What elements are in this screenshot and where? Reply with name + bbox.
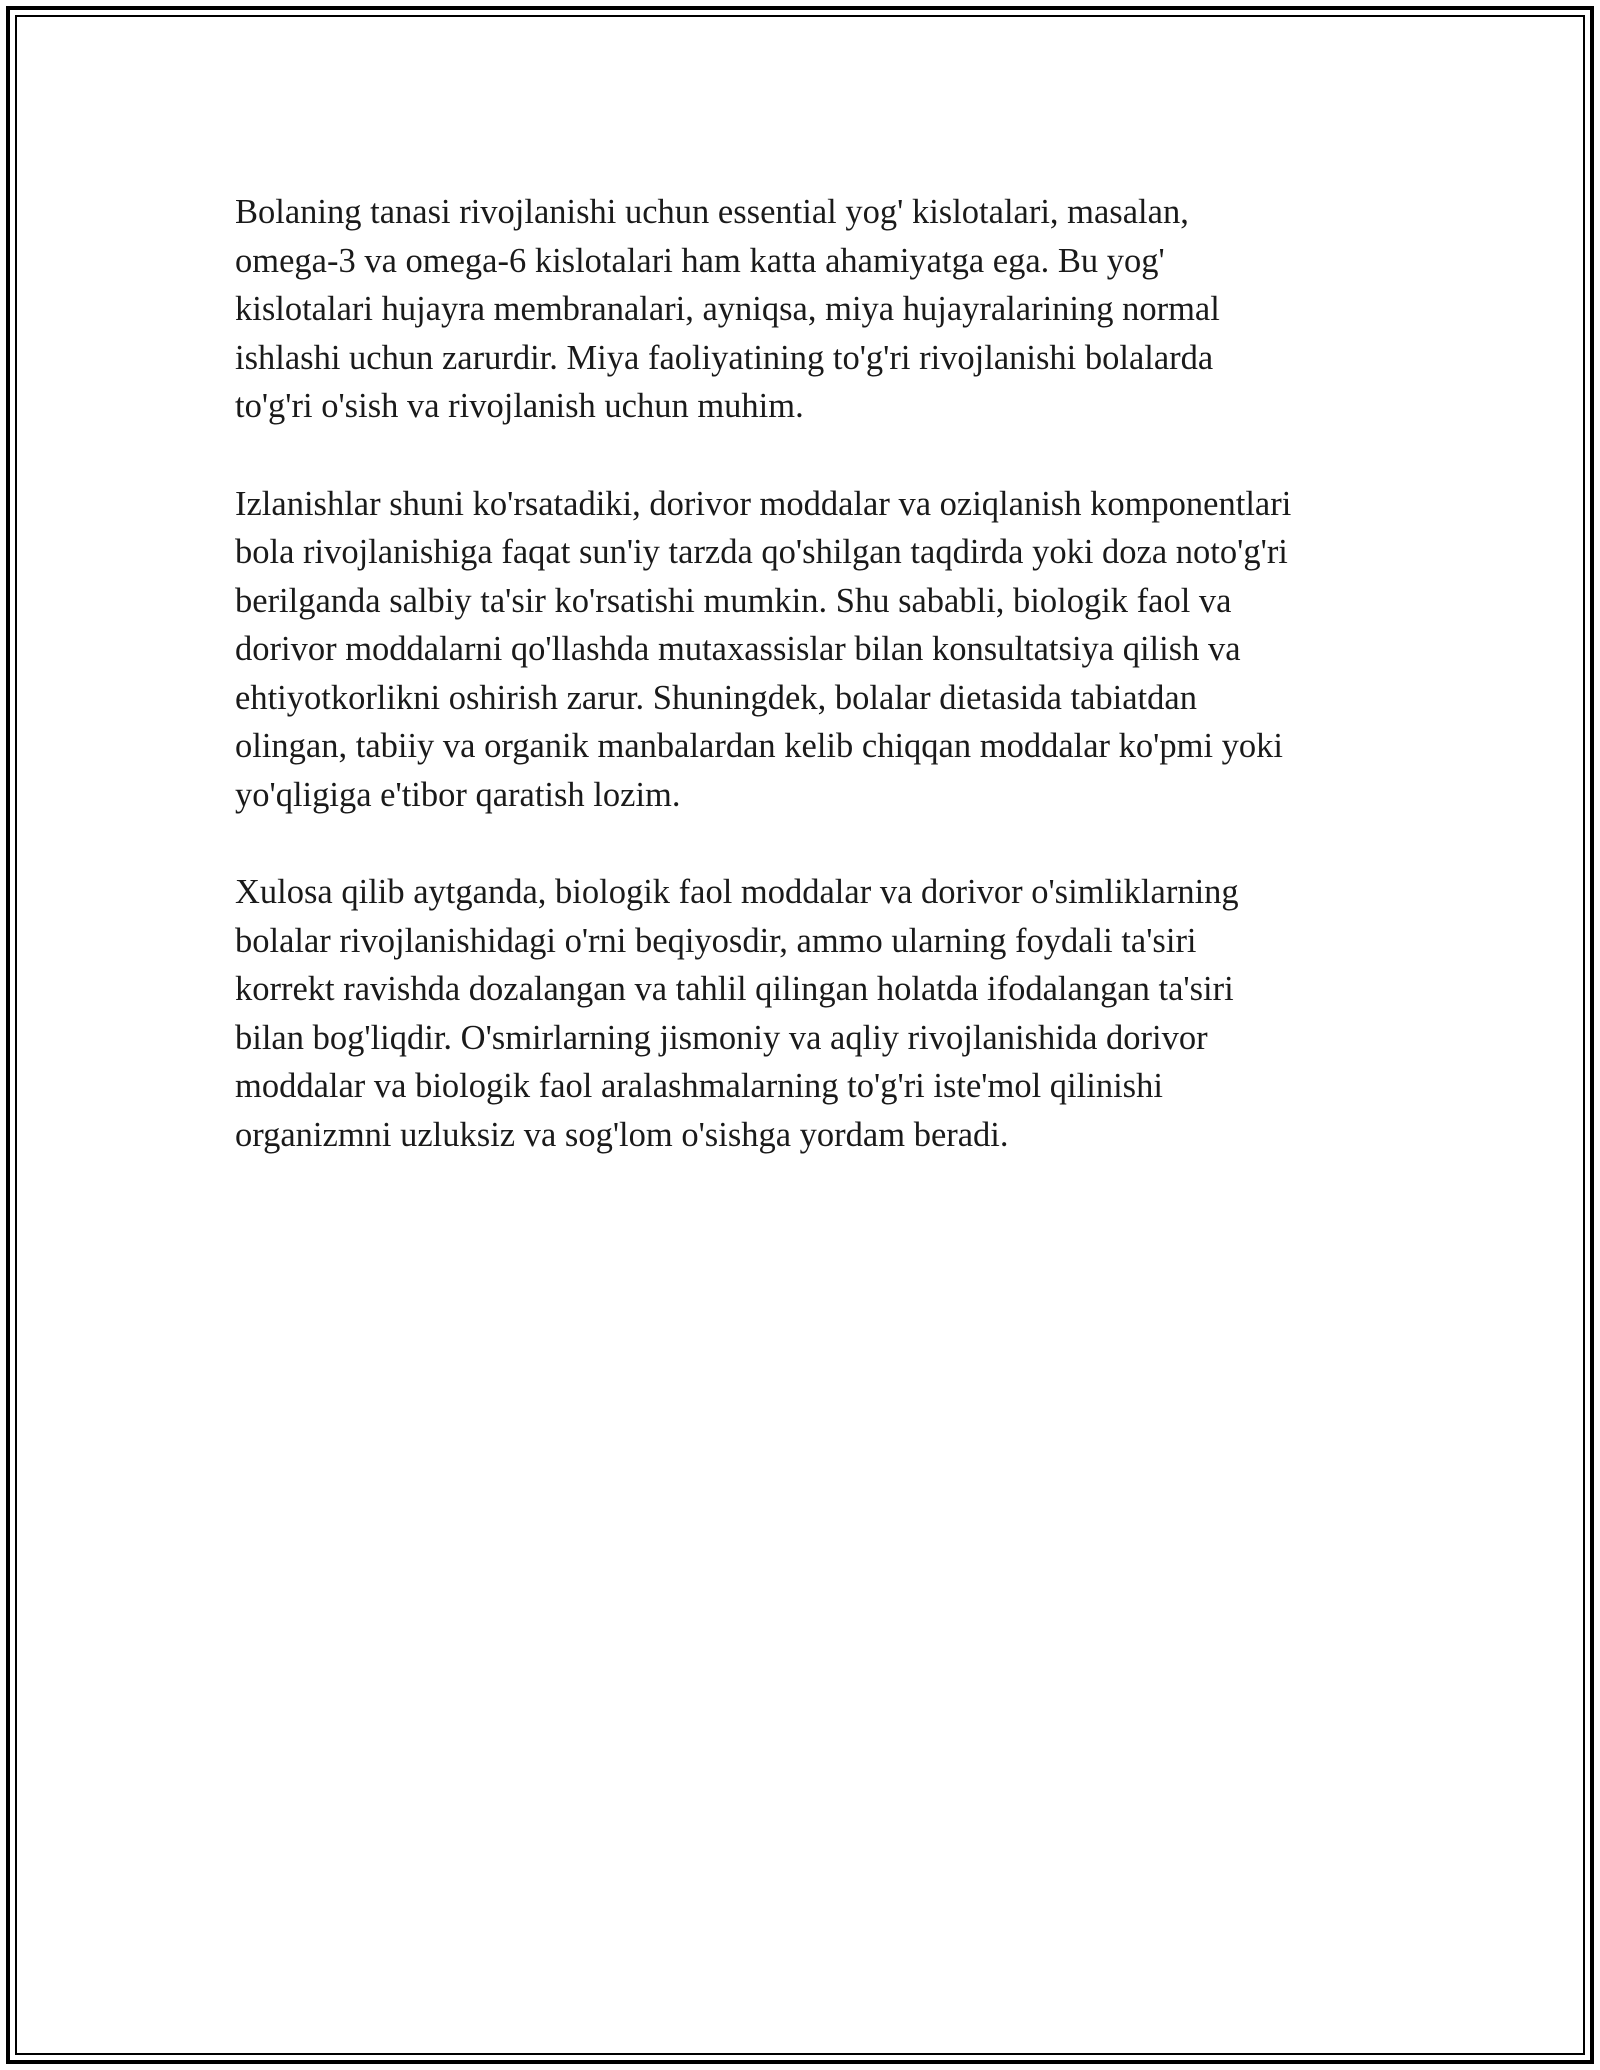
text-line: Xulosa qilib aytganda, biologik faol moddalar va dorivor o'simliklarning bbox=[235, 873, 1239, 911]
text-line: bolalar rivojlanishidagi o'rni beqiyosdir, ammo ularning foydali ta'siri bbox=[235, 921, 1197, 960]
text-line: bilan bog'liqdir. O'smirlarning jismoniy va aqliy rivojlanishida dorivor bbox=[235, 1018, 1208, 1057]
paragraph-2 bbox=[235, 480, 1385, 820]
text-line: omega-3 va omega-6 kislotalari ham katta ahamiyatga ega. Bu yog' bbox=[235, 241, 1165, 280]
text-line: Izlanishlar shuni ko'rsatadiki, dorivor moddalar va oziqlanish komponentlari bbox=[235, 484, 1292, 523]
text-line: kislotalari hujayra membranalari, ayniqsa, miya hujayralarining normal bbox=[235, 290, 1220, 328]
text-line: olingan, tabiiy va organik manbalardan kelib chiqqan moddalar ko'pmi yoki bbox=[235, 727, 1283, 765]
text-line: Bolaning tanasi rivojlanishi uchun essential yog' kislotalari, masalan, bbox=[235, 193, 1189, 231]
text-line: dorivor moddalarni qo'llashda mutaxassislar bilan konsultatsiya qilish va bbox=[235, 630, 1241, 668]
text-line: bola rivojlanishiga faqat sun'iy tarzda qo'shilgan taqdirda yoki doza noto'g'ri bbox=[235, 533, 1288, 571]
text-line: to'g'ri o'sish va rivojlanish uchun muhim. bbox=[235, 387, 804, 425]
text-line: ishlashi uchun zarurdir. Miya faoliyatining to'g'ri rivojlanishi bolalarda bbox=[235, 338, 1214, 377]
text-line: korrekt ravishda dozalangan va tahlil qilingan holatda ifodalangan ta'siri bbox=[235, 970, 1234, 1008]
paragraph-3 bbox=[235, 868, 1385, 1159]
document-body bbox=[235, 188, 1385, 1208]
text-line: berilganda salbiy ta'sir ko'rsatishi mumkin. Shu sababli, biologik faol va bbox=[235, 581, 1232, 620]
text-line: organizmni uzluksiz va sog'lom o'sishga yordam beradi. bbox=[235, 1115, 1009, 1154]
text-line: moddalar va biologik faol aralashmalarning to'g'ri iste'mol qilinishi bbox=[235, 1067, 1163, 1105]
text-line: yo'qligiga e'tibor qaratish lozim. bbox=[235, 775, 681, 814]
paragraph-1 bbox=[235, 188, 1385, 431]
text-line: ehtiyotkorlikni oshirish zarur. Shuningdek, bolalar dietasida tabiatdan bbox=[235, 678, 1197, 717]
